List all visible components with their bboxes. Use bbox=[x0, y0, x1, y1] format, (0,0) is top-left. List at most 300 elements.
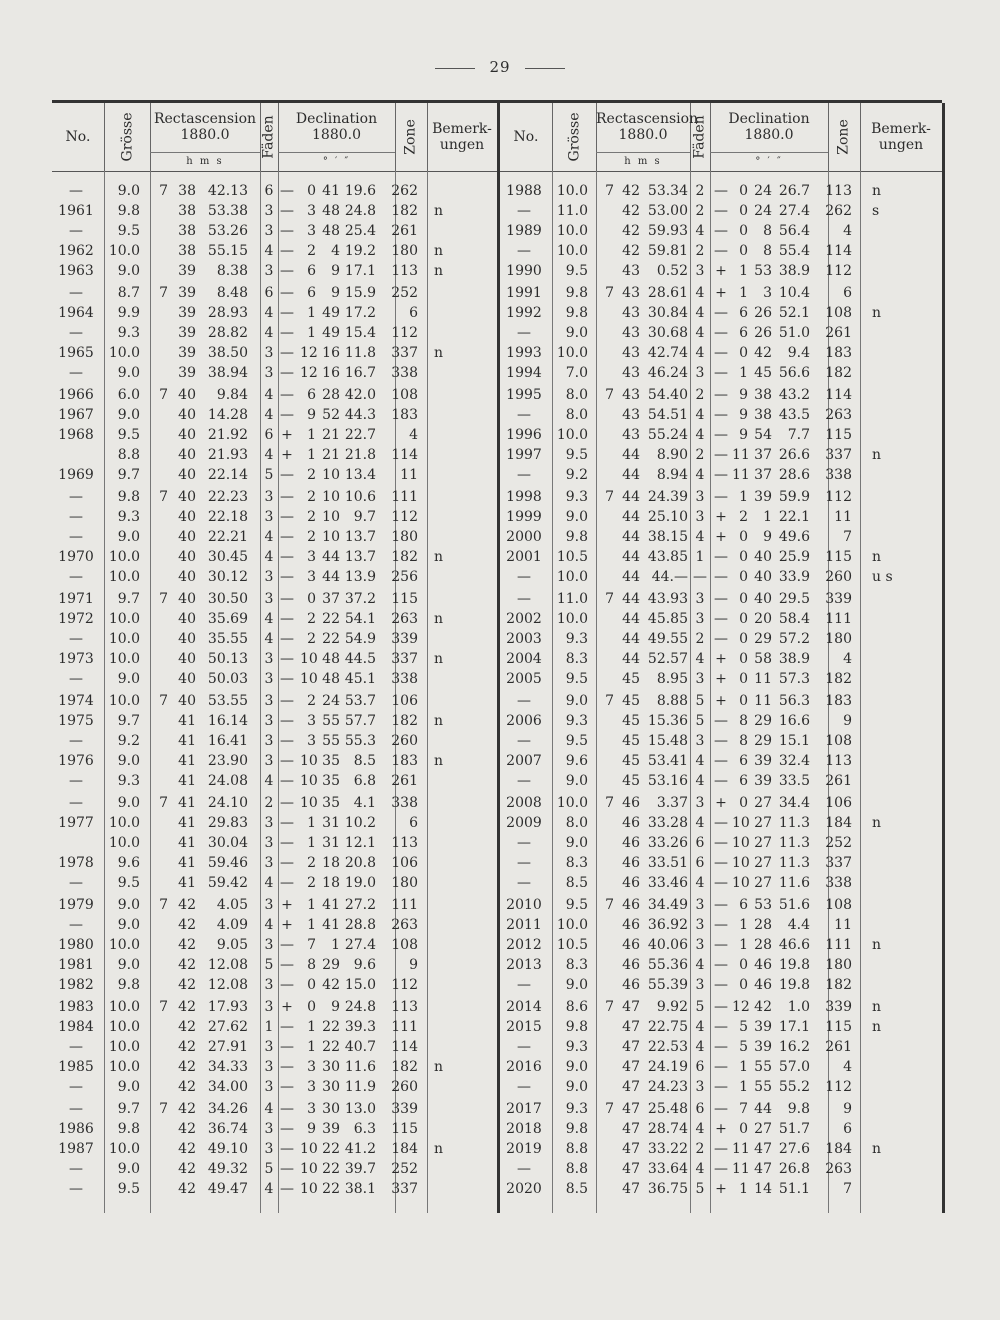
ra-minutes: 47 bbox=[622, 1059, 640, 1075]
dec-minutes: 47 bbox=[754, 1161, 772, 1177]
ra-minutes: 44 bbox=[622, 489, 640, 505]
dec-degrees: 6 bbox=[739, 773, 748, 789]
remark: n bbox=[434, 753, 444, 769]
dec-minutes: 31 bbox=[322, 835, 340, 851]
table-body bbox=[500, 171, 942, 1213]
dec-minutes: 28 bbox=[754, 917, 772, 933]
table-row bbox=[52, 567, 497, 587]
threads-count: 4 bbox=[695, 651, 705, 667]
threads-count: 4 bbox=[695, 1039, 705, 1055]
threads-count: 3 bbox=[695, 977, 705, 993]
catalogue-number: 1965 bbox=[58, 345, 94, 361]
dec-minutes: 39 bbox=[754, 1039, 772, 1055]
magnitude: 10.0 bbox=[108, 815, 140, 831]
dec-sign: — bbox=[280, 1181, 294, 1197]
dec-degrees: 2 bbox=[307, 529, 316, 545]
dec-sign: — bbox=[280, 957, 294, 973]
dec-degrees: 6 bbox=[739, 753, 748, 769]
zone: 106 bbox=[825, 795, 852, 811]
dec-seconds: 19.0 bbox=[344, 875, 376, 891]
ra-minutes: 42 bbox=[178, 1181, 196, 1197]
ra-seconds: 33.46 bbox=[647, 875, 688, 891]
table-row bbox=[500, 853, 942, 873]
dec-degrees: 9 bbox=[307, 1121, 316, 1137]
dec-minutes: 44 bbox=[754, 1101, 772, 1117]
zone: 261 bbox=[391, 223, 418, 239]
dec-minutes: 10 bbox=[322, 529, 340, 545]
ra-minutes: 39 bbox=[178, 365, 196, 381]
dec-sign: — bbox=[280, 651, 294, 667]
threads-count: 3 bbox=[695, 263, 705, 279]
catalogue-number: 1997 bbox=[506, 447, 542, 463]
dec-minutes: 58 bbox=[754, 651, 772, 667]
threads-count: 2 bbox=[695, 203, 705, 219]
dec-degrees: 1 bbox=[307, 447, 316, 463]
zone: 111 bbox=[391, 489, 418, 505]
catalogue-number: 1966 bbox=[58, 387, 94, 403]
catalogue-number: 1969 bbox=[58, 467, 94, 483]
dec-degrees: 12 bbox=[300, 345, 318, 361]
catalogue-number: 1974 bbox=[58, 693, 94, 709]
dec-sign: — bbox=[280, 1019, 294, 1035]
zone: 112 bbox=[391, 509, 418, 525]
zone: 106 bbox=[391, 693, 418, 709]
ra-seconds: 12.08 bbox=[207, 957, 248, 973]
dec-seconds: 38.1 bbox=[344, 1181, 376, 1197]
header-zone-label: Zone bbox=[403, 119, 419, 155]
dec-minutes: 10 bbox=[322, 467, 340, 483]
dec-degrees: 10 bbox=[732, 815, 750, 831]
dec-seconds: 39.3 bbox=[344, 1019, 376, 1035]
ra-minutes: 43 bbox=[622, 407, 640, 423]
ra-minutes: 45 bbox=[622, 713, 640, 729]
dec-degrees: 6 bbox=[307, 263, 316, 279]
threads-count: 3 bbox=[264, 489, 274, 505]
ra-seconds: 33.64 bbox=[647, 1161, 688, 1177]
header-groesse-label: Grösse bbox=[566, 112, 582, 162]
dec-minutes: 55 bbox=[754, 1079, 772, 1095]
remark: n bbox=[872, 815, 882, 831]
dec-seconds: 25.9 bbox=[778, 549, 810, 565]
zone: 6 bbox=[409, 815, 418, 831]
dec-sign: — bbox=[714, 1019, 728, 1035]
remark: n bbox=[434, 345, 444, 361]
ra-seconds: 24.08 bbox=[207, 773, 248, 789]
dec-seconds: 4.4 bbox=[787, 917, 810, 933]
zone: 183 bbox=[825, 345, 852, 361]
dec-sign: — bbox=[714, 203, 728, 219]
dec-degrees: 3 bbox=[307, 549, 316, 565]
dec-minutes: 42 bbox=[754, 345, 772, 361]
ra-seconds: 16.14 bbox=[207, 713, 248, 729]
magnitude: 10.0 bbox=[556, 243, 588, 259]
ra-minutes: 46 bbox=[622, 875, 640, 891]
dec-seconds: 29.5 bbox=[778, 591, 810, 607]
catalogue-number: 2014 bbox=[506, 999, 542, 1015]
dec-minutes: 22 bbox=[322, 631, 340, 647]
ra-seconds: 22.21 bbox=[207, 529, 248, 545]
table-row bbox=[52, 385, 497, 405]
dec-seconds: 25.4 bbox=[344, 223, 376, 239]
ra-minutes: 47 bbox=[622, 1121, 640, 1137]
dec-minutes: 35 bbox=[322, 795, 340, 811]
ra-minutes: 43 bbox=[622, 263, 640, 279]
table-row bbox=[52, 609, 497, 629]
magnitude: 9.7 bbox=[117, 1101, 140, 1117]
ra-minutes: 47 bbox=[622, 1161, 640, 1177]
zone: 4 bbox=[409, 427, 418, 443]
magnitude: 10.0 bbox=[108, 693, 140, 709]
table-row bbox=[500, 935, 942, 955]
dec-seconds: 51.0 bbox=[778, 325, 810, 341]
catalogue-number: 2019 bbox=[506, 1141, 542, 1157]
header-dec-title-block bbox=[278, 111, 395, 143]
catalogue-number: 1982 bbox=[58, 977, 94, 993]
dec-degrees: 1 bbox=[307, 897, 316, 913]
ra-minutes: 46 bbox=[622, 855, 640, 871]
catalogue-number: 1986 bbox=[58, 1121, 94, 1137]
dec-degrees: 8 bbox=[307, 957, 316, 973]
threads-count: 6 bbox=[695, 1059, 705, 1075]
dec-degrees: 0 bbox=[739, 671, 748, 687]
magnitude: 9.5 bbox=[565, 897, 588, 913]
table-row bbox=[52, 873, 497, 893]
ra-hours: 7 bbox=[159, 897, 168, 913]
dec-minutes: 21 bbox=[322, 447, 340, 463]
table-row bbox=[500, 955, 942, 975]
dec-minutes: 10 bbox=[322, 509, 340, 525]
magnitude: 10.0 bbox=[108, 243, 140, 259]
ra-seconds: 21.93 bbox=[207, 447, 248, 463]
dec-degrees: 1 bbox=[739, 285, 748, 301]
catalogue-number: — bbox=[69, 1101, 83, 1117]
magnitude: 9.0 bbox=[117, 795, 140, 811]
threads-count: 6 bbox=[695, 855, 705, 871]
ra-minutes: 41 bbox=[178, 713, 196, 729]
catalogue-number: 2016 bbox=[506, 1059, 542, 1075]
dec-minutes: 18 bbox=[322, 855, 340, 871]
remark: u s bbox=[872, 569, 893, 585]
ra-minutes: 41 bbox=[178, 855, 196, 871]
dec-seconds: 56.6 bbox=[778, 365, 810, 381]
zone: 263 bbox=[825, 1161, 852, 1177]
dec-minutes: 40 bbox=[754, 591, 772, 607]
catalogue-number: — bbox=[69, 733, 83, 749]
ra-seconds: 38.94 bbox=[207, 365, 248, 381]
dec-seconds: 33.9 bbox=[778, 569, 810, 585]
ra-seconds: 22.14 bbox=[207, 467, 248, 483]
table-row bbox=[500, 649, 942, 669]
catalogue-number: — bbox=[69, 1181, 83, 1197]
dec-seconds: 16.6 bbox=[778, 713, 810, 729]
dec-degrees: 0 bbox=[739, 569, 748, 585]
threads-count: 3 bbox=[264, 203, 274, 219]
dec-seconds: 33.5 bbox=[778, 773, 810, 789]
dec-seconds: 57.2 bbox=[778, 631, 810, 647]
dec-degrees: 3 bbox=[307, 713, 316, 729]
magnitude: 8.5 bbox=[565, 875, 588, 891]
zone: 337 bbox=[825, 447, 852, 463]
dec-degrees: 3 bbox=[307, 733, 316, 749]
ra-seconds: 36.74 bbox=[207, 1121, 248, 1137]
header-dec-units: ° ′ ″ bbox=[278, 152, 395, 171]
dec-degrees: 6 bbox=[307, 387, 316, 403]
dec-seconds: 19.8 bbox=[778, 957, 810, 973]
dec-degrees: 3 bbox=[307, 1101, 316, 1117]
dec-sign: — bbox=[280, 509, 294, 525]
magnitude: 9.0 bbox=[117, 407, 140, 423]
dec-seconds: 26.8 bbox=[778, 1161, 810, 1177]
dec-sign: — bbox=[714, 631, 728, 647]
ra-seconds: 9.84 bbox=[216, 387, 248, 403]
threads-count: 3 bbox=[264, 569, 274, 585]
table-row bbox=[52, 771, 497, 791]
header-zone bbox=[395, 103, 428, 171]
dec-minutes: 11 bbox=[754, 671, 772, 687]
ra-seconds: 33.22 bbox=[647, 1141, 688, 1157]
dec-seconds: 10.4 bbox=[778, 285, 810, 301]
threads-count: 4 bbox=[695, 1161, 705, 1177]
dec-seconds: 40.7 bbox=[344, 1039, 376, 1055]
ra-minutes: 43 bbox=[622, 345, 640, 361]
magnitude: 10.0 bbox=[556, 611, 588, 627]
zone: 183 bbox=[391, 753, 418, 769]
dec-sign: — bbox=[280, 243, 294, 259]
remark: n bbox=[872, 305, 882, 321]
table-row bbox=[52, 975, 497, 995]
magnitude: 9.8 bbox=[565, 1121, 588, 1137]
zone: 111 bbox=[391, 897, 418, 913]
zone: 112 bbox=[391, 325, 418, 341]
catalogue-number: — bbox=[517, 243, 531, 259]
dec-degrees: 1 bbox=[307, 917, 316, 933]
ra-minutes: 46 bbox=[622, 897, 640, 913]
catalogue-number: — bbox=[69, 1161, 83, 1177]
dec-minutes: 38 bbox=[754, 407, 772, 423]
threads-count: 6 bbox=[264, 427, 274, 443]
magnitude: 9.0 bbox=[117, 529, 140, 545]
ra-hours: 7 bbox=[159, 999, 168, 1015]
magnitude: 10.0 bbox=[108, 651, 140, 667]
table-row bbox=[52, 1179, 497, 1199]
zone: 339 bbox=[825, 999, 852, 1015]
dec-minutes: 3 bbox=[763, 285, 772, 301]
ra-seconds: 49.55 bbox=[647, 631, 688, 647]
magnitude: 9.0 bbox=[117, 671, 140, 687]
zone: 182 bbox=[825, 977, 852, 993]
dec-degrees: 10 bbox=[732, 875, 750, 891]
dec-seconds: 54.1 bbox=[344, 611, 376, 627]
zone: 180 bbox=[391, 529, 418, 545]
zone: 262 bbox=[825, 203, 852, 219]
dec-seconds: 22.7 bbox=[344, 427, 376, 443]
threads-count: 4 bbox=[264, 305, 274, 321]
ra-minutes: 47 bbox=[622, 1141, 640, 1157]
dec-minutes: 37 bbox=[754, 447, 772, 463]
ra-minutes: 42 bbox=[178, 1101, 196, 1117]
ra-minutes: 42 bbox=[178, 1019, 196, 1035]
table-row bbox=[500, 1057, 942, 1077]
table-row bbox=[500, 405, 942, 425]
zone: 256 bbox=[391, 569, 418, 585]
dec-seconds: 43.2 bbox=[778, 387, 810, 403]
header-faeden-label: Fäden bbox=[261, 115, 277, 159]
dec-seconds: 11.6 bbox=[344, 1059, 376, 1075]
dec-sign: — bbox=[714, 365, 728, 381]
magnitude: 10.0 bbox=[556, 795, 588, 811]
dec-seconds: 38.9 bbox=[778, 651, 810, 667]
ra-minutes: 47 bbox=[622, 1079, 640, 1095]
magnitude: 9.0 bbox=[117, 753, 140, 769]
ra-seconds: 38.15 bbox=[647, 529, 688, 545]
ra-hours: 7 bbox=[159, 285, 168, 301]
dec-degrees: 8 bbox=[739, 733, 748, 749]
ra-seconds: 8.90 bbox=[656, 447, 688, 463]
remark: n bbox=[434, 651, 444, 667]
header-bemerkungen bbox=[427, 103, 497, 171]
threads-count: 2 bbox=[695, 243, 705, 259]
dec-degrees: 3 bbox=[307, 1079, 316, 1095]
zone: 114 bbox=[391, 1039, 418, 1055]
ra-minutes: 40 bbox=[178, 447, 196, 463]
zone: 338 bbox=[825, 875, 852, 891]
threads-count: 1 bbox=[264, 1019, 274, 1035]
catalogue-number: 1976 bbox=[58, 753, 94, 769]
magnitude: 9.6 bbox=[117, 855, 140, 871]
dec-minutes: 53 bbox=[754, 897, 772, 913]
ra-seconds: 22.18 bbox=[207, 509, 248, 525]
table-row bbox=[500, 793, 942, 813]
dec-minutes: 37 bbox=[754, 467, 772, 483]
dec-sign: + bbox=[715, 693, 727, 709]
table-row bbox=[500, 813, 942, 833]
magnitude: 9.0 bbox=[117, 365, 140, 381]
table-row bbox=[500, 507, 942, 527]
dec-degrees: 2 bbox=[307, 489, 316, 505]
ra-minutes: 40 bbox=[178, 591, 196, 607]
dec-sign: — bbox=[280, 631, 294, 647]
dec-sign: — bbox=[714, 773, 728, 789]
ra-seconds: 21.92 bbox=[207, 427, 248, 443]
ra-seconds: 33.51 bbox=[647, 855, 688, 871]
dec-degrees: 1 bbox=[307, 305, 316, 321]
dec-sign: — bbox=[714, 835, 728, 851]
threads-count: 6 bbox=[695, 1101, 705, 1117]
ra-minutes: 41 bbox=[178, 835, 196, 851]
ra-seconds: 36.92 bbox=[647, 917, 688, 933]
dec-sign: — bbox=[714, 489, 728, 505]
ra-seconds: 4.09 bbox=[216, 917, 248, 933]
table-row bbox=[52, 1017, 497, 1037]
ra-minutes: 45 bbox=[622, 671, 640, 687]
dec-sign: — bbox=[280, 569, 294, 585]
dec-minutes: 48 bbox=[322, 671, 340, 687]
catalogue-number: — bbox=[69, 183, 83, 199]
dec-sign: + bbox=[715, 1181, 727, 1197]
table-row bbox=[52, 261, 497, 281]
catalogue-number: — bbox=[517, 591, 531, 607]
dec-minutes: 39 bbox=[754, 489, 772, 505]
dec-sign: — bbox=[714, 305, 728, 321]
catalogue-number: — bbox=[69, 223, 83, 239]
ra-minutes: 40 bbox=[178, 467, 196, 483]
dec-sign: — bbox=[280, 223, 294, 239]
dec-minutes: 1 bbox=[331, 937, 340, 953]
ra-minutes: 47 bbox=[622, 1019, 640, 1035]
ra-seconds: 30.45 bbox=[207, 549, 248, 565]
remark: n bbox=[872, 1141, 882, 1157]
threads-count: 3 bbox=[264, 753, 274, 769]
magnitude: 10.0 bbox=[108, 1059, 140, 1075]
dec-seconds: 16.2 bbox=[778, 1039, 810, 1055]
dec-seconds: 9.6 bbox=[353, 957, 376, 973]
catalogue-number: 1961 bbox=[58, 203, 94, 219]
zone: 260 bbox=[391, 733, 418, 749]
zone: 108 bbox=[825, 305, 852, 321]
threads-count: 4 bbox=[695, 427, 705, 443]
zone: 114 bbox=[391, 447, 418, 463]
right-table-half bbox=[500, 103, 945, 1213]
magnitude: 9.5 bbox=[565, 263, 588, 279]
ra-seconds: 50.03 bbox=[207, 671, 248, 687]
ra-minutes: 46 bbox=[622, 835, 640, 851]
table-row bbox=[500, 425, 942, 445]
dec-sign: — bbox=[280, 345, 294, 361]
catalogue-number: 2011 bbox=[506, 917, 542, 933]
threads-count: 3 bbox=[264, 713, 274, 729]
ra-minutes: 44 bbox=[622, 549, 640, 565]
ra-minutes: 39 bbox=[178, 305, 196, 321]
ra-minutes: 42 bbox=[178, 957, 196, 973]
catalogue-number: 1975 bbox=[58, 713, 94, 729]
dec-degrees: 8 bbox=[739, 713, 748, 729]
zone: 113 bbox=[391, 835, 418, 851]
dec-degrees: 6 bbox=[739, 897, 748, 913]
zone: 184 bbox=[825, 1141, 852, 1157]
table-row bbox=[52, 221, 497, 241]
magnitude: 9.6 bbox=[565, 753, 588, 769]
ra-minutes: 40 bbox=[178, 651, 196, 667]
dec-degrees: 3 bbox=[307, 203, 316, 219]
threads-count: 2 bbox=[695, 447, 705, 463]
dec-minutes: 18 bbox=[322, 875, 340, 891]
catalogue-number: 2002 bbox=[506, 611, 542, 627]
dec-minutes: 42 bbox=[322, 977, 340, 993]
header-rectascension bbox=[150, 103, 261, 171]
catalogue-number: 1984 bbox=[58, 1019, 94, 1035]
dec-seconds: 13.9 bbox=[344, 569, 376, 585]
dec-seconds: 1.0 bbox=[787, 999, 810, 1015]
dec-degrees: 1 bbox=[739, 937, 748, 953]
table-row bbox=[500, 895, 942, 915]
catalogue-number: 2018 bbox=[506, 1121, 542, 1137]
dec-degrees: 9 bbox=[739, 427, 748, 443]
table-row bbox=[500, 221, 942, 241]
table-row bbox=[52, 935, 497, 955]
ra-seconds: 28.74 bbox=[647, 1121, 688, 1137]
threads-count: 3 bbox=[695, 1079, 705, 1095]
ra-seconds: 28.61 bbox=[647, 285, 688, 301]
dec-degrees: 0 bbox=[739, 591, 748, 607]
dec-sign: — bbox=[714, 1039, 728, 1055]
ra-minutes: 45 bbox=[622, 773, 640, 789]
table-row bbox=[500, 915, 942, 935]
magnitude: 8.7 bbox=[117, 285, 140, 301]
table-row bbox=[500, 1179, 942, 1199]
zone: 180 bbox=[825, 631, 852, 647]
dec-seconds: 10.6 bbox=[344, 489, 376, 505]
zone: 115 bbox=[391, 1121, 418, 1137]
